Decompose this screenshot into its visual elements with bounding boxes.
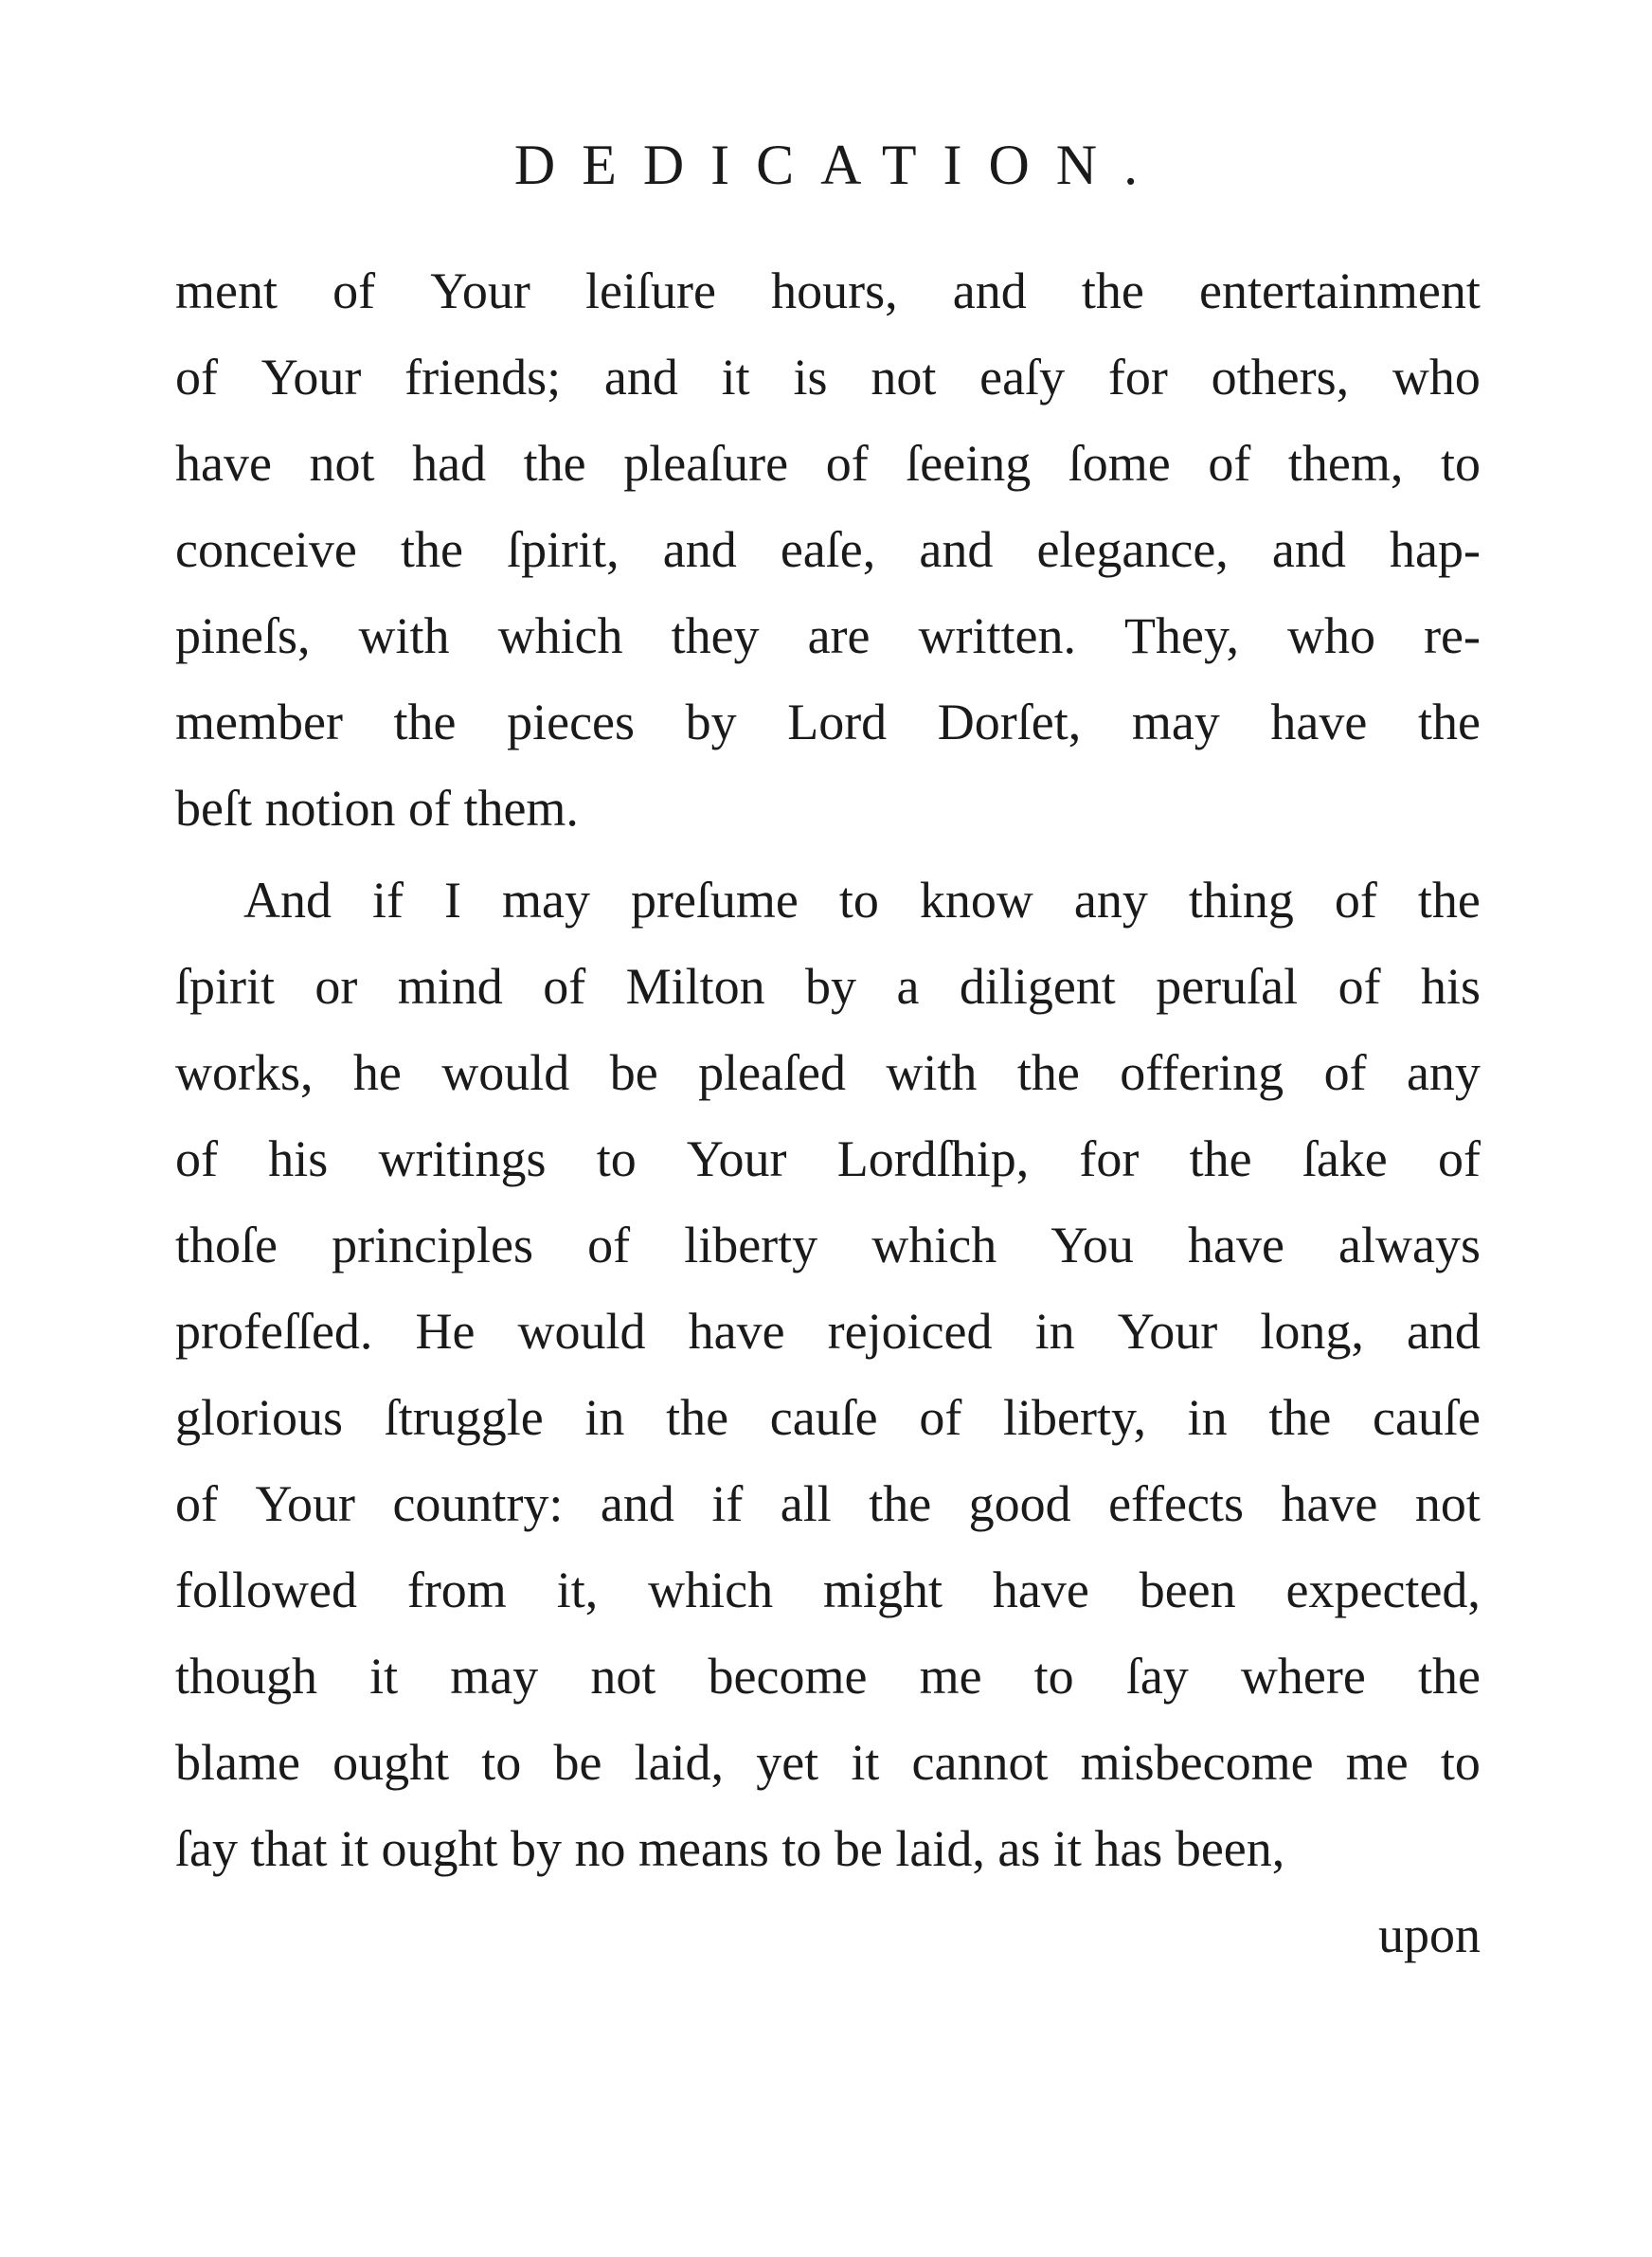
word: and bbox=[1406, 1303, 1481, 1360]
text-line bbox=[175, 248, 1481, 334]
word: preſume bbox=[630, 872, 799, 929]
word: ſpirit bbox=[175, 958, 275, 1015]
word: me bbox=[919, 1648, 982, 1705]
word: become bbox=[708, 1648, 868, 1705]
word: country: bbox=[392, 1475, 564, 1532]
word: any bbox=[1406, 1044, 1481, 1101]
word: You bbox=[1050, 1217, 1134, 1273]
word: ſay bbox=[1125, 1648, 1189, 1705]
word: the bbox=[523, 435, 586, 492]
word: pineſs, bbox=[175, 607, 311, 664]
text-line bbox=[175, 1634, 1481, 1720]
word: are bbox=[807, 607, 871, 664]
word: writings bbox=[378, 1130, 547, 1187]
word: ſeeing bbox=[906, 435, 1032, 492]
word: And bbox=[243, 872, 332, 929]
text-line bbox=[175, 1202, 1481, 1289]
word: which bbox=[497, 607, 623, 664]
word: mind bbox=[397, 958, 503, 1015]
text-line bbox=[175, 1547, 1481, 1634]
word: have bbox=[175, 435, 272, 492]
word: hap- bbox=[1390, 521, 1481, 578]
catchword-text: upon bbox=[1378, 1906, 1481, 1963]
word: ſome bbox=[1068, 435, 1171, 492]
word: of bbox=[919, 1389, 962, 1446]
word: to bbox=[1440, 435, 1481, 492]
word: of bbox=[1323, 1044, 1367, 1101]
word: Your bbox=[430, 262, 530, 319]
word: leiſure bbox=[585, 262, 716, 319]
word: followed bbox=[175, 1562, 357, 1618]
word: of bbox=[1334, 872, 1377, 929]
word: conceive bbox=[175, 521, 357, 578]
text-line bbox=[175, 1375, 1481, 1461]
word: diligent bbox=[959, 958, 1116, 1015]
running-head: DEDICATION. bbox=[513, 134, 1165, 196]
word: thing bbox=[1188, 872, 1294, 929]
word: profeſſed. bbox=[175, 1303, 373, 1360]
word: eaſe, bbox=[780, 521, 876, 578]
word: They, bbox=[1124, 607, 1239, 664]
text-line bbox=[175, 1720, 1481, 1806]
word: have bbox=[688, 1303, 785, 1360]
word: works, bbox=[175, 1044, 314, 1101]
word: pleaſed bbox=[698, 1044, 846, 1101]
word: Lordſhip, bbox=[836, 1130, 1030, 1187]
word: thoſe bbox=[175, 1217, 278, 1273]
text-line bbox=[175, 944, 1481, 1030]
word: which bbox=[871, 1217, 997, 1273]
word: Your bbox=[260, 349, 362, 406]
word: from bbox=[406, 1562, 507, 1618]
word: He bbox=[415, 1303, 476, 1360]
word: of bbox=[1338, 958, 1381, 1015]
word: they bbox=[671, 607, 760, 664]
word: of bbox=[543, 958, 586, 1015]
word: with bbox=[886, 1044, 978, 1101]
word: elegance, bbox=[1036, 521, 1229, 578]
word: ſtruggle bbox=[384, 1389, 544, 1446]
word: cauſe bbox=[1373, 1389, 1481, 1446]
word: though bbox=[175, 1648, 318, 1705]
text-line: beſt notion of them. bbox=[175, 780, 579, 837]
word: the bbox=[1081, 262, 1144, 319]
text-line bbox=[175, 1030, 1481, 1116]
text-line bbox=[175, 1461, 1481, 1547]
word: is bbox=[793, 349, 828, 406]
word: would bbox=[441, 1044, 570, 1101]
word: Your bbox=[686, 1130, 787, 1187]
word: in bbox=[584, 1389, 625, 1446]
word: cauſe bbox=[769, 1389, 878, 1446]
word: to bbox=[481, 1734, 522, 1791]
word: the bbox=[393, 694, 457, 750]
word: any bbox=[1073, 872, 1148, 929]
word: ſpirit, bbox=[507, 521, 620, 578]
word: good bbox=[968, 1475, 1071, 1532]
word: which bbox=[648, 1562, 774, 1618]
word: and bbox=[662, 521, 737, 578]
word: the bbox=[401, 521, 463, 578]
word: the bbox=[1417, 694, 1481, 750]
word: to bbox=[1033, 1648, 1074, 1705]
word: of bbox=[175, 349, 218, 406]
word: principles bbox=[332, 1217, 534, 1273]
word: hours, bbox=[771, 262, 898, 319]
word: not bbox=[1414, 1475, 1481, 1532]
word: might bbox=[822, 1562, 943, 1618]
word: to bbox=[838, 872, 879, 929]
text-line bbox=[175, 1289, 1481, 1375]
word: it bbox=[851, 1734, 880, 1791]
text-line: ſay that it ought by no means to be laid, as it has been, bbox=[175, 1820, 1285, 1877]
word: if bbox=[711, 1475, 744, 1532]
word: of bbox=[587, 1217, 631, 1273]
word: Your bbox=[1117, 1303, 1218, 1360]
word: friends; bbox=[404, 349, 562, 406]
word: have bbox=[1188, 1217, 1284, 1273]
word: who bbox=[1392, 349, 1481, 406]
word: re- bbox=[1424, 607, 1481, 664]
word: effects bbox=[1108, 1475, 1245, 1532]
text-line bbox=[175, 421, 1481, 507]
word: others, bbox=[1211, 349, 1350, 406]
word: always bbox=[1338, 1217, 1481, 1273]
text-line bbox=[175, 858, 1481, 944]
text-line bbox=[175, 507, 1481, 593]
word: member bbox=[175, 694, 343, 750]
word: would bbox=[517, 1303, 646, 1360]
paragraph-1 bbox=[175, 248, 1481, 852]
word: it bbox=[369, 1648, 399, 1705]
word: ought bbox=[332, 1734, 450, 1791]
word: by bbox=[805, 958, 857, 1015]
word: not bbox=[871, 349, 937, 406]
word: I bbox=[444, 872, 461, 929]
word: for bbox=[1107, 349, 1168, 406]
word: yet bbox=[756, 1734, 819, 1791]
word: a bbox=[896, 958, 920, 1015]
word: to bbox=[1440, 1734, 1481, 1791]
word: may bbox=[450, 1648, 539, 1705]
paragraph-2 bbox=[175, 858, 1481, 1892]
word: of bbox=[175, 1130, 218, 1187]
word: pieces bbox=[507, 694, 636, 750]
word: blame bbox=[175, 1734, 300, 1791]
word: or bbox=[314, 958, 358, 1015]
word: me bbox=[1345, 1734, 1409, 1791]
word: written. bbox=[918, 607, 1077, 664]
word: be bbox=[609, 1044, 658, 1101]
text-line bbox=[175, 334, 1481, 421]
word: the bbox=[666, 1389, 729, 1446]
word: the bbox=[1268, 1389, 1332, 1446]
word: the bbox=[869, 1475, 932, 1532]
word: and bbox=[952, 262, 1027, 319]
word: rejoiced bbox=[827, 1303, 993, 1360]
word: and bbox=[919, 521, 994, 578]
word: his bbox=[1420, 958, 1481, 1015]
word: know bbox=[919, 872, 1033, 929]
word: had bbox=[412, 435, 487, 492]
word: Dorſet, bbox=[937, 694, 1082, 750]
catchword bbox=[175, 1892, 1481, 1978]
word: of bbox=[332, 262, 376, 319]
word: may bbox=[1131, 694, 1220, 750]
word: have bbox=[992, 1562, 1089, 1618]
word: offering bbox=[1120, 1044, 1284, 1101]
word: with bbox=[358, 607, 450, 664]
word: be bbox=[553, 1734, 602, 1791]
word: to bbox=[596, 1130, 637, 1187]
word: and bbox=[603, 349, 678, 406]
word: if bbox=[372, 872, 404, 929]
word: it bbox=[721, 349, 750, 406]
word: may bbox=[501, 872, 590, 929]
word: them, bbox=[1287, 435, 1404, 492]
word: misbecome bbox=[1080, 1734, 1314, 1791]
word: of bbox=[1208, 435, 1251, 492]
word: have bbox=[1281, 1475, 1378, 1532]
word: liberty, bbox=[1003, 1389, 1146, 1446]
word: it, bbox=[556, 1562, 599, 1618]
word: his bbox=[268, 1130, 329, 1187]
word: and bbox=[600, 1475, 674, 1532]
word: and bbox=[1271, 521, 1346, 578]
word: the bbox=[1189, 1130, 1252, 1187]
word: cannot bbox=[911, 1734, 1049, 1791]
word: ment bbox=[175, 262, 278, 319]
word: he bbox=[352, 1044, 402, 1101]
word: the bbox=[1417, 1648, 1481, 1705]
word: the bbox=[1417, 872, 1481, 929]
word: Milton bbox=[625, 958, 765, 1015]
word: have bbox=[1270, 694, 1368, 750]
word: Your bbox=[255, 1475, 356, 1532]
text-line bbox=[175, 679, 1481, 766]
word: all bbox=[780, 1475, 832, 1532]
word: for bbox=[1079, 1130, 1140, 1187]
word: expected, bbox=[1285, 1562, 1481, 1618]
text-line bbox=[175, 1116, 1481, 1202]
word: liberty bbox=[684, 1217, 818, 1273]
word: eaſy bbox=[979, 349, 1066, 406]
word: by bbox=[685, 694, 737, 750]
word: who bbox=[1287, 607, 1376, 664]
word: Lord bbox=[787, 694, 888, 750]
word: entertainment bbox=[1199, 262, 1481, 319]
word: of bbox=[1437, 1130, 1481, 1187]
word: pleaſure bbox=[623, 435, 789, 492]
word: the bbox=[1016, 1044, 1080, 1101]
word: ſake bbox=[1302, 1130, 1388, 1187]
text-line bbox=[175, 593, 1481, 679]
word: of bbox=[175, 1475, 218, 1532]
word: in bbox=[1187, 1389, 1228, 1446]
word: not bbox=[309, 435, 375, 492]
word: of bbox=[825, 435, 869, 492]
word: in bbox=[1034, 1303, 1075, 1360]
word: laid, bbox=[634, 1734, 725, 1791]
word: long, bbox=[1260, 1303, 1364, 1360]
word: peruſal bbox=[1156, 958, 1299, 1015]
word: been bbox=[1139, 1562, 1236, 1618]
word: not bbox=[590, 1648, 656, 1705]
word: where bbox=[1240, 1648, 1366, 1705]
body-text bbox=[175, 248, 1481, 1978]
word: glorious bbox=[175, 1389, 344, 1446]
